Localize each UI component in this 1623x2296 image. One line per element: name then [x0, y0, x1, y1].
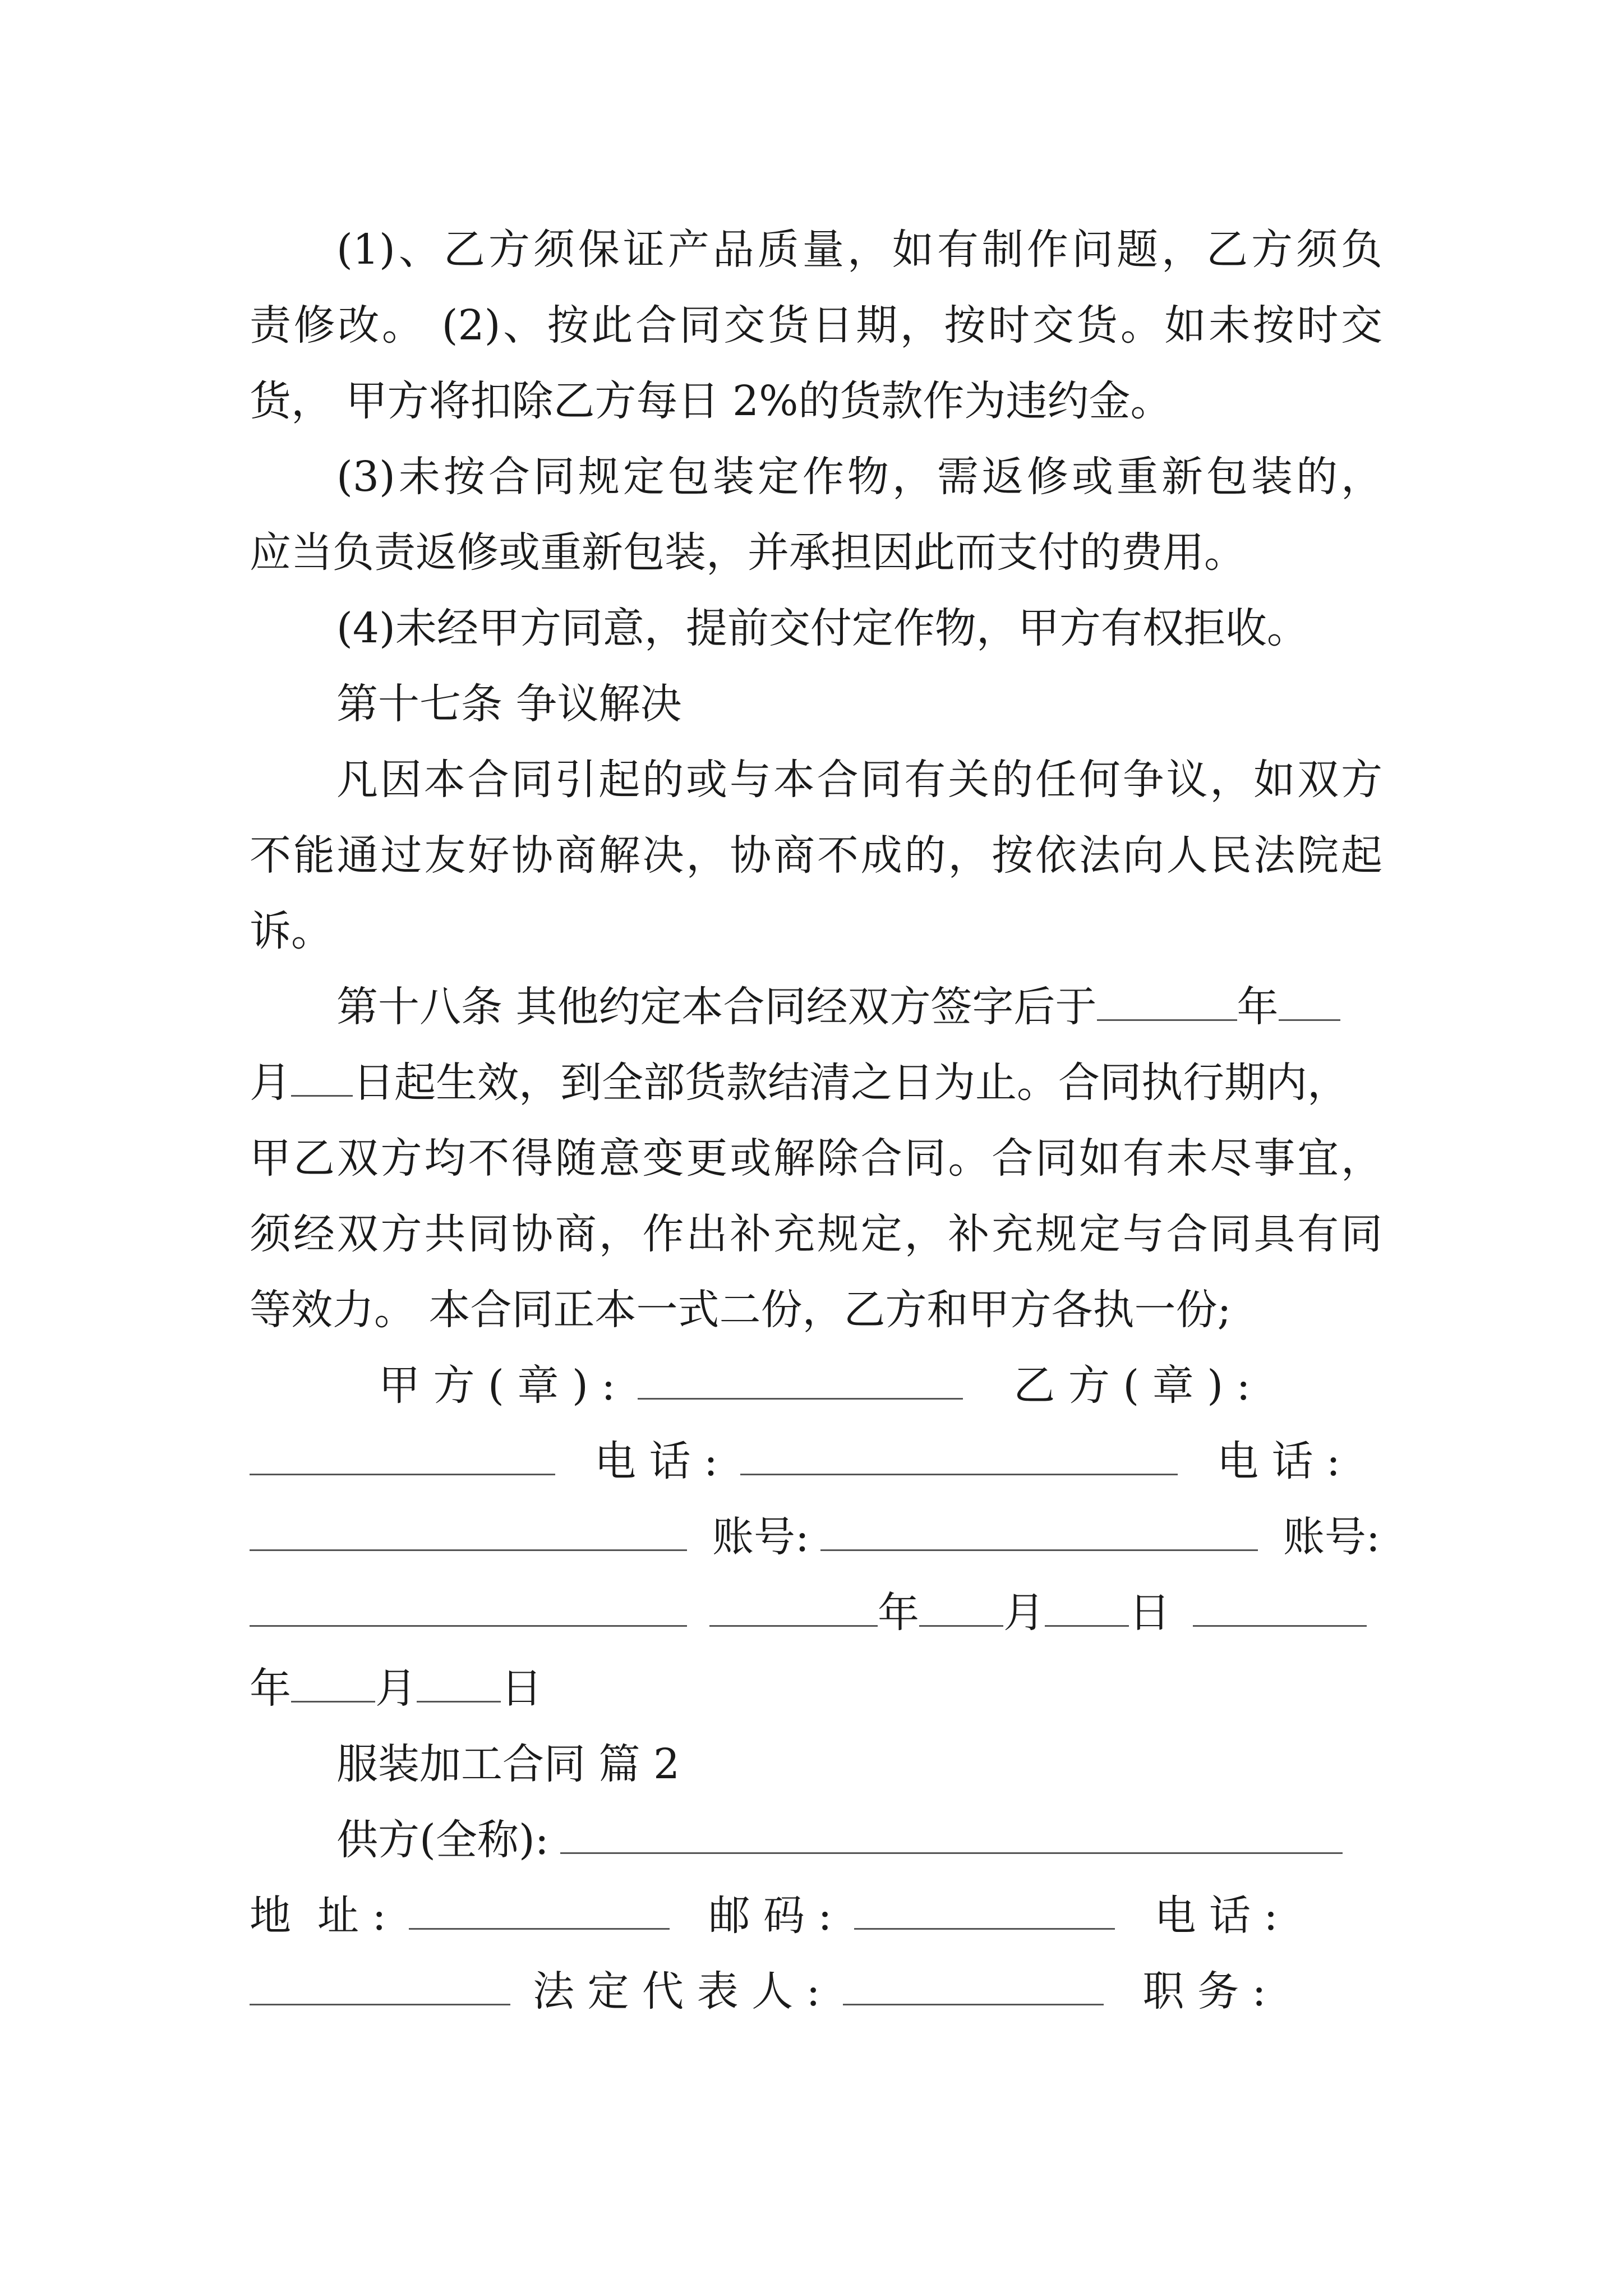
blank-line	[820, 1512, 1258, 1551]
form-row	[250, 1952, 1382, 2031]
party-a-label: 甲 方 ( 章 ) :	[379, 1361, 616, 1410]
blank-line	[1045, 1588, 1129, 1627]
phone-label: 电 话 :	[594, 1437, 718, 1485]
signature-row	[250, 1573, 1382, 1652]
party-b-label: 乙 方 ( 章 ) :	[1013, 1361, 1251, 1410]
blank-line	[1279, 982, 1340, 1021]
form-row	[336, 1801, 1382, 1879]
postcode-label: 邮 码 :	[708, 1892, 832, 1940]
phone-label: 电 话 :	[1154, 1892, 1278, 1940]
signature-row	[250, 1498, 1382, 1576]
paragraph-line: 应当负责返修或重新包装，并承担因此而支付的费用。	[250, 528, 1246, 577]
paragraph-line: 甲乙双方均不得随意变更或解除合同。合同如有未尽事宜，	[250, 1134, 1382, 1182]
signature-row	[250, 1346, 1382, 1425]
paragraph-line: 不能通过友好协商解决，协商不成的，按依法向人民法院起	[250, 831, 1382, 880]
paragraph-line: 凡因本合同引起的或与本合同有关的任何争议，如双方	[336, 756, 1382, 804]
blank-line	[250, 1588, 687, 1627]
blank-line	[709, 1588, 878, 1627]
paragraph-line: (1)、乙方须保证产品质量，如有制作问题，乙方须负	[336, 226, 1382, 274]
blank-line	[560, 1815, 1343, 1854]
year-label: 年	[1237, 983, 1279, 1031]
blank-line	[1097, 982, 1237, 1021]
blank-line	[250, 1967, 510, 2005]
blank-line	[250, 1512, 687, 1551]
blank-line	[843, 1967, 1104, 2005]
blank-line	[417, 1664, 501, 1703]
paragraph-line: 等效力。 本合同正本一式二份，乙方和甲方各执一份;	[250, 1286, 1232, 1334]
blank-line	[919, 1588, 1003, 1627]
blank-line	[291, 1664, 375, 1703]
day-label: 日	[1129, 1589, 1170, 1637]
section-heading: 第十七条 争议解决	[336, 680, 682, 728]
blank-line	[854, 1891, 1115, 1930]
blank-line	[740, 1437, 1178, 1475]
month-label: 月	[375, 1664, 417, 1713]
account-label: 账号:	[1283, 1513, 1380, 1561]
blank-line	[409, 1891, 670, 1930]
paragraph-line	[250, 1043, 1382, 1122]
section-heading: 服装加工合同 篇 2	[336, 1740, 680, 1788]
day-label: 日	[501, 1664, 542, 1713]
supplier-label: 供方(全称):	[336, 1816, 549, 1864]
paragraph-line	[336, 968, 1382, 1046]
paragraph-line: (4)未经甲方同意，提前交付定作物，甲方有权拒收。	[336, 604, 1308, 652]
month-label: 月	[1003, 1589, 1045, 1637]
form-row	[250, 1876, 1382, 1955]
year-label: 年	[878, 1589, 919, 1637]
year-label: 年	[250, 1664, 291, 1713]
paragraph-line: 货， 甲方将扣除乙方每日 2%的货款作为违约金。	[250, 377, 1172, 425]
blank-line	[291, 1058, 353, 1097]
account-label: 账号:	[712, 1513, 809, 1561]
clause-text: 第十八条 其他约定本合同经双方签字后于	[336, 983, 1097, 1031]
paragraph-line: 责修改。 (2)、按此合同交货日期，按时交货。如未按时交	[250, 301, 1382, 349]
paragraph-line: 须经双方共同协商，作出补充规定，补充规定与合同具有同	[250, 1210, 1382, 1258]
address-label: 地 址 :	[250, 1892, 386, 1940]
month-label: 月	[250, 1059, 291, 1107]
signature-row	[250, 1649, 1382, 1728]
paragraph-line: (3)未按合同规定包装定作物，需返修或重新包装的，	[336, 453, 1382, 501]
blank-line	[1193, 1588, 1367, 1627]
blank-line	[638, 1361, 963, 1400]
blank-line	[250, 1437, 555, 1475]
phone-label: 电 话 :	[1216, 1437, 1340, 1485]
legal-rep-label: 法 定 代 表 人 :	[533, 1967, 820, 2016]
position-label: 职 务 :	[1142, 1967, 1266, 2016]
clause-text: 日起生效，到全部货款结清之日为止。合同执行期内，	[353, 1059, 1349, 1107]
paragraph-line: 诉。	[250, 907, 333, 955]
signature-row	[250, 1422, 1382, 1501]
